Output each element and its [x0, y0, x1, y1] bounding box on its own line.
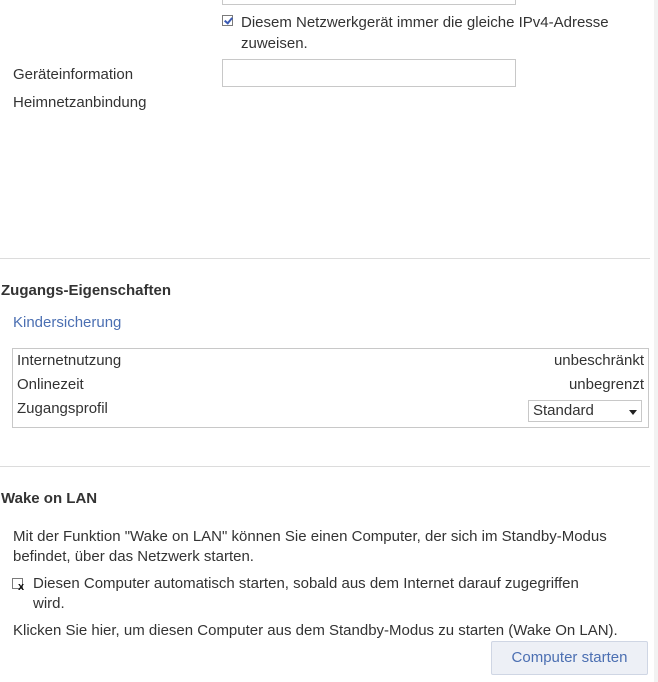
device-info-label: Geräteinformation: [13, 66, 134, 83]
internet-usage-value: unbeschränkt: [553, 352, 644, 369]
access-profile-label: Zugangsprofil: [17, 400, 108, 417]
online-time-value: unbegrenzt: [568, 376, 644, 393]
home-network-label: Heimnetzanbindung: [13, 94, 147, 111]
computer-start-button[interactable]: Computer starten: [491, 641, 648, 675]
access-profile-select[interactable]: [528, 400, 642, 422]
scrollbar[interactable]: [654, 0, 658, 682]
online-time-label: Onlinezeit: [17, 376, 84, 393]
parental-control-link[interactable]: Kindersicherung: [13, 314, 122, 331]
internet-usage-label: Internetnutzung: [17, 352, 122, 369]
section-divider: [0, 466, 650, 467]
wol-section-title: Wake on LAN: [1, 490, 98, 507]
wol-manual-hint: Klicken Sie hier, um diesen Computer aus dem Standby-Modus zu starten (Wake On LAN).: [13, 622, 618, 639]
wol-description: Mit der Funktion "Wake on LAN" können Sie einen Computer, der sich im Standby-Modus befindet, über das Netzwerk starten.: [13, 528, 607, 565]
ipv4-address-input[interactable]: [222, 0, 516, 5]
access-section-title: Zugangs-Eigenschaften: [1, 282, 172, 299]
section-divider: [0, 258, 650, 259]
static-ip-label: Diesem Netzwerkgerät immer die gleiche IPv4-Adresse zuweisen.: [241, 14, 609, 52]
auto-start-label: Diesen Computer automatisch starten, sobald aus dem Internet darauf zugegriffen wird.: [33, 575, 579, 612]
cursor-x-icon: x: [18, 581, 25, 593]
device-info-input[interactable]: [222, 59, 516, 87]
static-ip-checkbox[interactable]: [222, 15, 233, 26]
chevron-down-icon: [629, 410, 637, 415]
access-profile-selected: Standard: [533, 402, 594, 419]
